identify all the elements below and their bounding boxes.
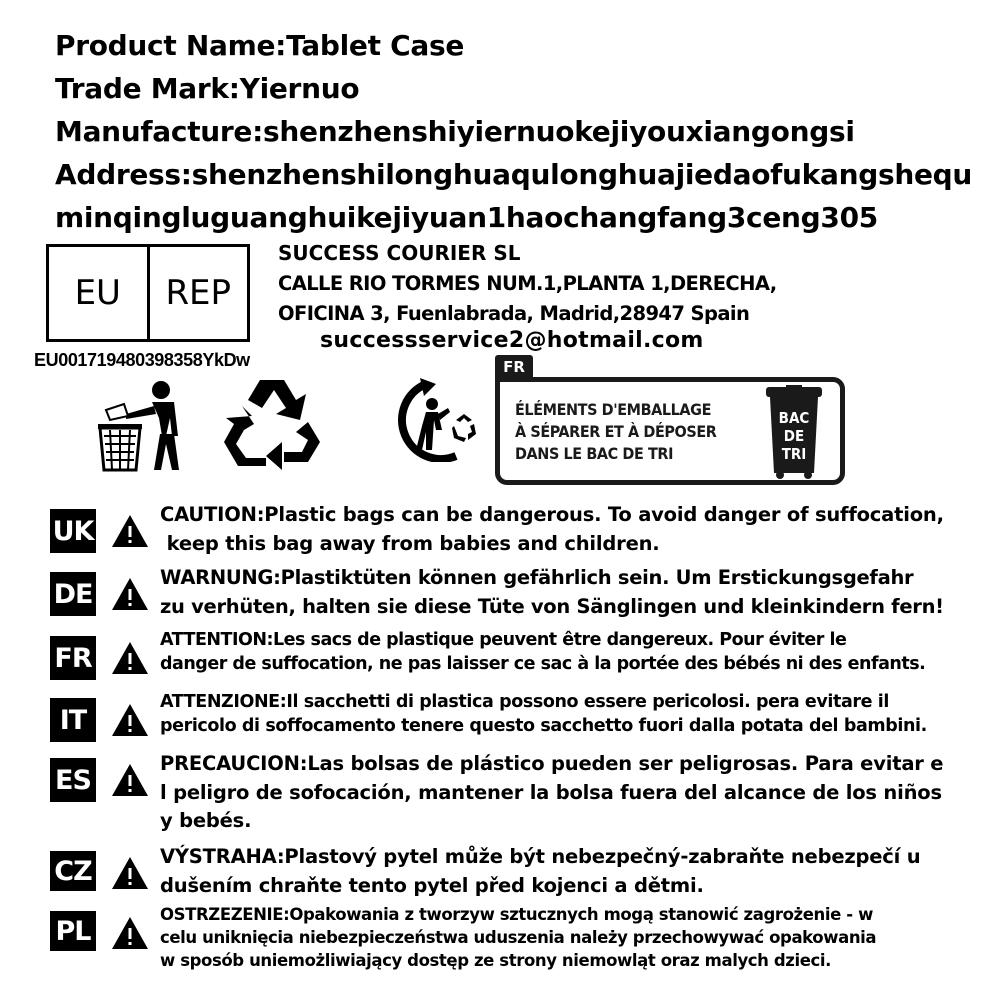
fr-label-line-3: DANS LE BAC DE TRI [515,444,674,463]
eu-rep-address-1: CALLE RIO TORMES NUM.1,PLANTA 1,DERECHA, [278,272,777,295]
warning-text-fr-line-1: ATTENTION:Les sacs de plastique peuvent être dangereux. Pour éviter le [160,630,847,650]
bin-text-1: BAC [778,409,810,427]
eu-rep-company: SUCCESS COURIER SL [278,241,521,265]
eu-rep-code: EU001719480398358YkDw [34,350,250,370]
lang-flag-fr: FR [50,636,96,680]
warning-text-it-line-2: pericolo di soffocamento tenere questo sacchetto fuori dalla potata del bambini. [160,716,927,736]
warning-text-uk-line-2: keep this bag away from babies and children. [160,532,660,555]
address-line-1: Address:shenzhenshilonghuaqulonghuajiedaofukangshequ [55,158,973,191]
bin-text-3: TRI [781,445,807,463]
fr-label-line-2: À SÉPARER ET À DÉPOSER [515,422,717,441]
fr-tag: FR [495,355,533,379]
warning-text-pl-line-3: w sposób uniemożliwiający dostęp ze strony niemowląt oraz malych dzieci. [160,951,832,970]
warning-triangle-icon [110,640,150,676]
eu-rep-email: successservice2@hotmail.com [320,328,704,353]
warning-text-es-line-2: l peligro de sofocación, mantener la bolsa fuera del alcance de los niños [160,780,942,804]
bin-text-2: DE [783,427,805,445]
warning-text-pl-line-1: OSTRZEZENIE:Opakowania z tworzyw sztucznych mogą stanowić zagrożenie - w [160,905,873,924]
product-name: Product Name:Tablet Case [55,29,465,62]
lang-flag-cz: CZ [50,851,96,891]
warning-text-it-line-1: ATTENZIONE:Il sacchetti di plastica possono essere pericolosi. pera evitare il [160,692,889,712]
eu-rep-box [46,244,250,342]
warning-text-cz-line-1: VÝSTRAHA:Plastový pytel může být nebezpečný-zabraňte nebezpečí u [160,845,921,868]
warning-text-uk-line-1: CAUTION:Plastic bags can be dangerous. To avoid danger of suffocation, [160,503,944,526]
rep-label: REP [147,247,248,339]
warning-text-de-line-2: zu verhüten, halten sie diese Tüte von Sänglingen und kleinkindern fern! [160,595,944,618]
sorting-bin-icon [766,385,822,479]
warning-triangle-icon [110,513,150,549]
fr-label-line-1: ÉLÉMENTS D'EMBALLAGE [515,400,712,419]
warning-triangle-icon [110,855,150,891]
lang-flag-es: ES [50,758,96,802]
recycle-icon [222,376,322,472]
lang-flag-pl: PL [50,911,96,951]
warning-triangle-icon [110,915,150,951]
warning-triangle-icon [110,762,150,798]
lang-flag-it: IT [50,698,96,742]
tidy-man-icon [96,378,190,472]
lang-flag-de: DE [50,572,96,616]
fr-sorting-label [495,355,850,487]
address-line-2: minqingluguanghuikejiyuan1haochangfang3ceng305 [55,201,878,234]
warning-text-fr-line-2: danger de suffocation, ne pas laisser ce sac à la portée des bébés ni des enfants. [160,654,926,674]
warning-text-pl-line-2: celu uniknięcia niebezpieczeństwa uduszenia należy przechowywać opakowania [160,928,877,947]
fr-label-text [515,399,716,465]
eu-label: EU [74,273,121,313]
warning-text-cz-line-2: dušením chraňte tento pytel před kojenci a dětmi. [160,874,704,897]
warning-triangle-icon [110,702,150,738]
warning-text-de-line-1: WARNUNG:Plastiktüten können gefährlich sein. Um Erstickungsgefahr [160,566,914,589]
triman-icon [396,378,484,462]
warning-triangle-icon [110,576,150,612]
trade-mark: Trade Mark:Yiernuo [55,72,360,105]
warning-text-es-line-1: PRECAUCION:Las bolsas de plástico pueden ser peligrosas. Para evitar e [160,752,944,775]
lang-flag-uk: UK [50,509,96,553]
manufacture: Manufacture:shenzhenshiyiernuokejiyouxiangongsi [55,115,855,148]
eu-rep-address-2: OFICINA 3, Fuenlabrada, Madrid,28947 Spain [278,302,750,325]
warning-text-es-line-3: y bebés. [160,809,252,832]
